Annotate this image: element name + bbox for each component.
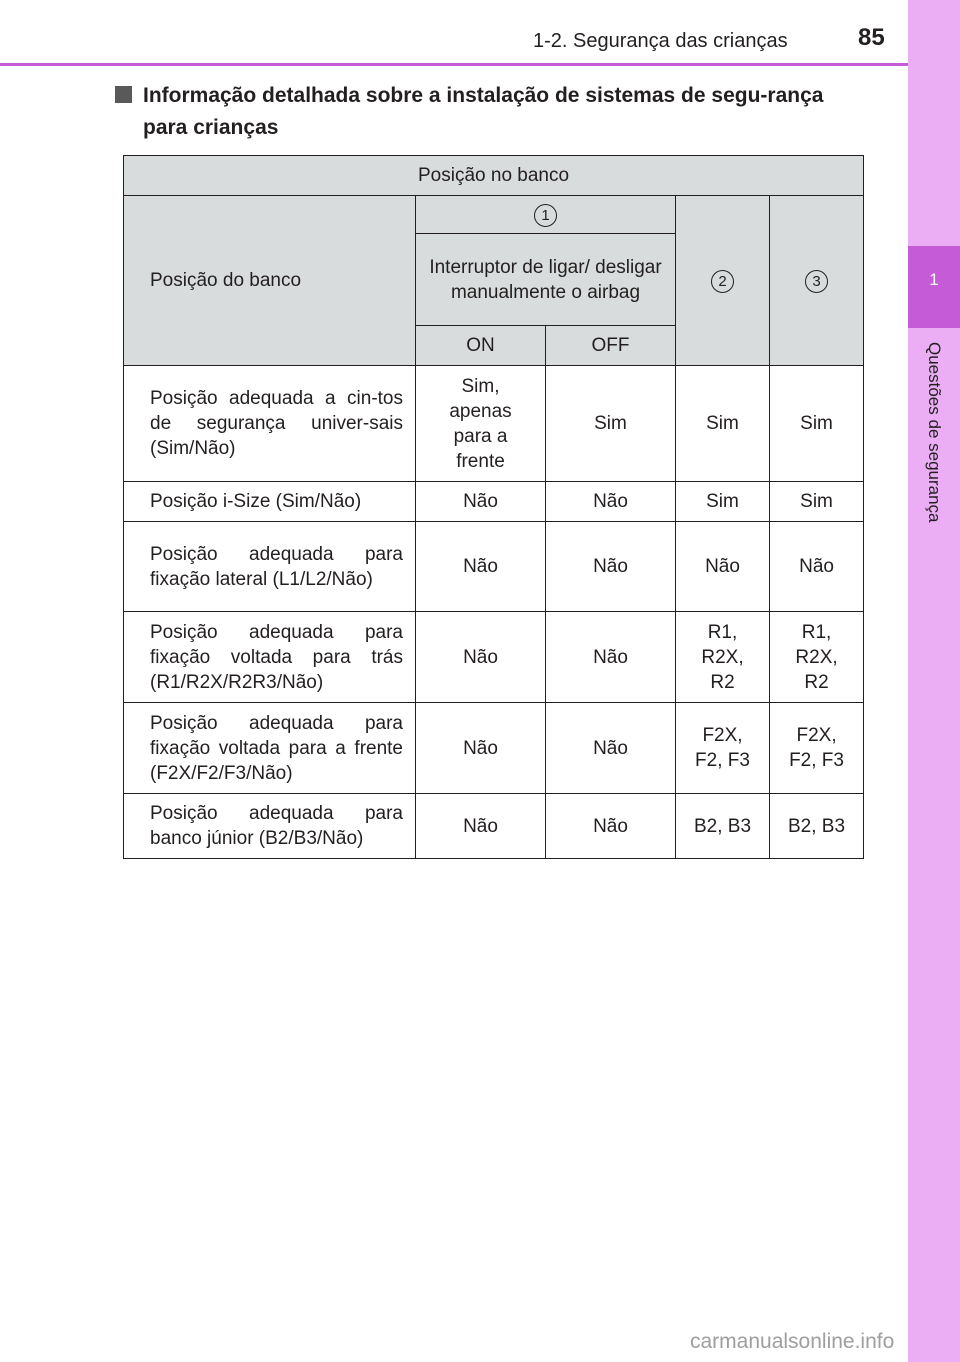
table-row xyxy=(124,794,864,859)
table-row xyxy=(124,482,864,522)
table-cell: Não xyxy=(546,612,676,703)
seat-position-header: Posição no banco xyxy=(124,156,864,196)
table-cell: R1, R2X, R2 xyxy=(676,612,770,703)
chapter-side-tab xyxy=(908,0,960,1362)
table-cell: Sim xyxy=(546,366,676,482)
table-row xyxy=(124,703,864,794)
airbag-switch-header: Interruptor de ligar/ desligar manualmente o airbag xyxy=(416,234,676,326)
row-label: Posição adequada para fixação voltada para a frente (F2X/F2/F3/Não) xyxy=(124,703,416,794)
heading-bullet-icon xyxy=(115,86,132,103)
row-label: Posição adequada para banco júnior (B2/B3/Não) xyxy=(124,794,416,859)
table-cell: Não xyxy=(546,522,676,612)
table-row xyxy=(124,366,864,482)
table-cell: Não xyxy=(416,612,546,703)
position-1-header xyxy=(416,196,676,234)
child-seat-installation-table xyxy=(123,155,864,859)
watermark: carmanualsonline.info xyxy=(690,1330,895,1353)
table-cell: Não xyxy=(676,522,770,612)
airbag-off-header: OFF xyxy=(546,326,676,366)
section-heading: Informação detalhada sobre a instalação de sistemas de segu-rança para crianças xyxy=(143,84,824,139)
table-cell: Não xyxy=(546,794,676,859)
table-cell: Sim xyxy=(770,482,864,522)
row-label: Posição adequada para fixação voltada para trás (R1/R2X/R2R3/Não) xyxy=(124,612,416,703)
section-title: 1-2. Segurança das crianças xyxy=(533,30,788,52)
table-cell: Não xyxy=(416,794,546,859)
header-divider xyxy=(0,63,908,66)
table-cell: Não xyxy=(416,522,546,612)
position-2-header xyxy=(676,196,770,366)
table-cell: Sim xyxy=(676,482,770,522)
row-label: Posição adequada para fixação lateral (L1/L2/Não) xyxy=(124,522,416,612)
airbag-on-header: ON xyxy=(416,326,546,366)
table-cell: Sim xyxy=(676,366,770,482)
position-number-1: 1 xyxy=(534,204,557,227)
chapter-title: Questões de segurança xyxy=(925,342,944,523)
table-header-row xyxy=(124,156,864,196)
table-cell: B2, B3 xyxy=(770,794,864,859)
table-row xyxy=(124,612,864,703)
table-header-row xyxy=(124,196,864,234)
position-number-2: 2 xyxy=(711,270,734,293)
table-cell: F2X, F2, F3 xyxy=(770,703,864,794)
page-number: 85 xyxy=(858,24,885,51)
table-cell: Não xyxy=(416,703,546,794)
table-cell: F2X, F2, F3 xyxy=(676,703,770,794)
table-cell: Não xyxy=(770,522,864,612)
table-cell: B2, B3 xyxy=(676,794,770,859)
seat-position-label: Posição do banco xyxy=(124,196,416,366)
table-cell: Não xyxy=(546,482,676,522)
table-cell: Sim xyxy=(770,366,864,482)
row-label: Posição adequada a cin-tos de segurança univer-sais (Sim/Não) xyxy=(124,366,416,482)
position-number-3: 3 xyxy=(805,270,828,293)
table-cell: Não xyxy=(416,482,546,522)
chapter-number: 1 xyxy=(929,270,939,289)
table-row xyxy=(124,522,864,612)
row-label: Posição i-Size (Sim/Não) xyxy=(124,482,416,522)
chapter-number-tab xyxy=(908,246,960,328)
table-cell: Não xyxy=(546,703,676,794)
table-cell: Sim, apenas para a frente xyxy=(416,366,546,482)
table-cell: R1, R2X, R2 xyxy=(770,612,864,703)
position-3-header xyxy=(770,196,864,366)
